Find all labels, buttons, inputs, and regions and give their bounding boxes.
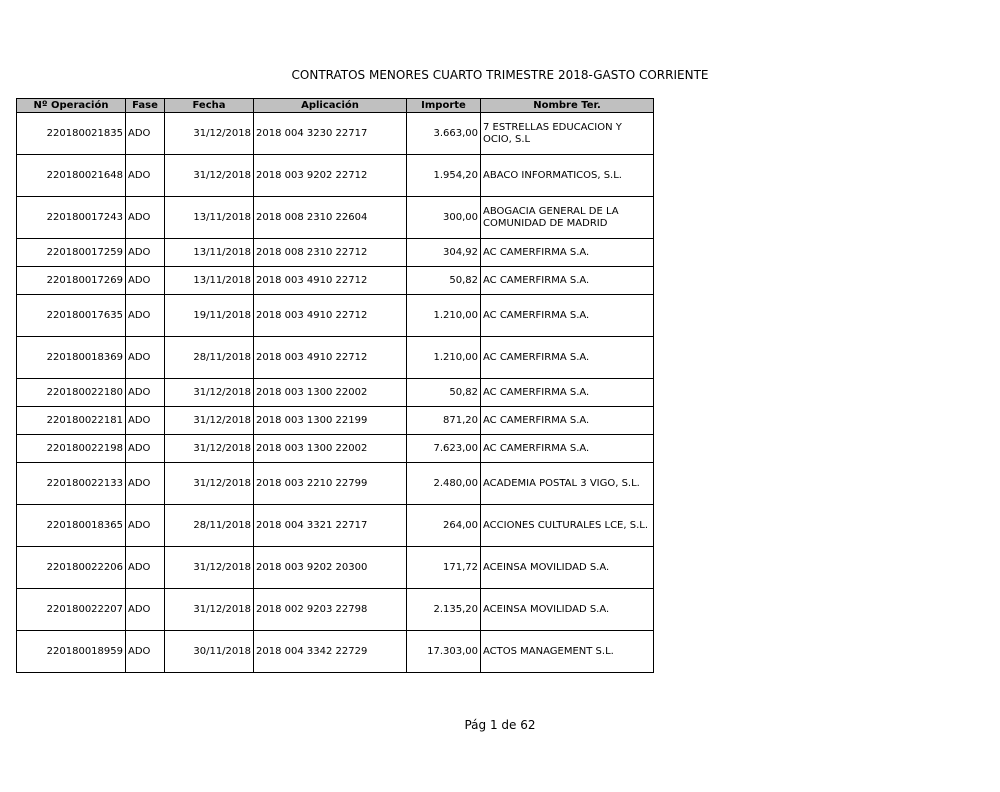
cell-nombre: ACEINSA MOVILIDAD S.A. — [481, 547, 654, 589]
table-row — [17, 197, 654, 239]
cell-nombre: ABOGACIA GENERAL DE LA COMUNIDAD DE MADRID — [481, 197, 654, 239]
cell-fase: ADO — [126, 295, 165, 337]
cell-importe: 7.623,00 — [407, 435, 481, 463]
column-header-aplicacion: Aplicación — [254, 99, 407, 113]
cell-nombre: ACTOS MANAGEMENT S.L. — [481, 631, 654, 673]
cell-nombre: AC CAMERFIRMA S.A. — [481, 239, 654, 267]
cell-aplicacion: 2018 003 2210 22799 — [254, 463, 407, 505]
table-header-row — [17, 99, 654, 113]
cell-fecha: 31/12/2018 — [165, 463, 254, 505]
cell-aplicacion: 2018 004 3230 22717 — [254, 113, 407, 155]
cell-fase: ADO — [126, 435, 165, 463]
table-row — [17, 239, 654, 267]
cell-operacion: 220180017243 — [17, 197, 126, 239]
cell-fecha: 13/11/2018 — [165, 197, 254, 239]
column-header-operacion: Nº Operación — [17, 99, 126, 113]
cell-fase: ADO — [126, 379, 165, 407]
cell-importe: 17.303,00 — [407, 631, 481, 673]
column-header-importe: Importe — [407, 99, 481, 113]
table-row — [17, 155, 654, 197]
cell-aplicacion: 2018 003 9202 22712 — [254, 155, 407, 197]
cell-aplicacion: 2018 003 9202 20300 — [254, 547, 407, 589]
cell-operacion: 220180017635 — [17, 295, 126, 337]
cell-importe: 871,20 — [407, 407, 481, 435]
table-row — [17, 435, 654, 463]
table-row — [17, 295, 654, 337]
cell-importe: 304,92 — [407, 239, 481, 267]
cell-importe: 264,00 — [407, 505, 481, 547]
table-row — [17, 337, 654, 379]
cell-fecha: 31/12/2018 — [165, 113, 254, 155]
cell-nombre: ABACO INFORMATICOS, S.L. — [481, 155, 654, 197]
cell-fecha: 31/12/2018 — [165, 155, 254, 197]
cell-fase: ADO — [126, 197, 165, 239]
cell-aplicacion: 2018 003 1300 22002 — [254, 379, 407, 407]
cell-importe: 300,00 — [407, 197, 481, 239]
cell-fecha: 31/12/2018 — [165, 589, 254, 631]
cell-nombre: ACADEMIA POSTAL 3 VIGO, S.L. — [481, 463, 654, 505]
cell-nombre: AC CAMERFIRMA S.A. — [481, 379, 654, 407]
cell-fecha: 13/11/2018 — [165, 267, 254, 295]
cell-nombre: AC CAMERFIRMA S.A. — [481, 267, 654, 295]
cell-operacion: 220180022181 — [17, 407, 126, 435]
cell-fecha: 28/11/2018 — [165, 337, 254, 379]
table-row — [17, 463, 654, 505]
page-title: CONTRATOS MENORES CUARTO TRIMESTRE 2018-GASTO CORRIENTE — [291, 68, 709, 82]
column-header-nombre: Nombre Ter. — [481, 99, 654, 113]
cell-importe: 1.210,00 — [407, 337, 481, 379]
table-row — [17, 589, 654, 631]
cell-operacion: 220180021648 — [17, 155, 126, 197]
cell-operacion: 220180018365 — [17, 505, 126, 547]
cell-fecha: 31/12/2018 — [165, 379, 254, 407]
cell-fase: ADO — [126, 113, 165, 155]
cell-fase: ADO — [126, 505, 165, 547]
cell-importe: 2.135,20 — [407, 589, 481, 631]
cell-aplicacion: 2018 008 2310 22712 — [254, 239, 407, 267]
cell-nombre: 7 ESTRELLAS EDUCACION Y OCIO, S.L — [481, 113, 654, 155]
cell-fase: ADO — [126, 547, 165, 589]
cell-nombre: AC CAMERFIRMA S.A. — [481, 337, 654, 379]
cell-importe: 50,82 — [407, 267, 481, 295]
cell-fase: ADO — [126, 589, 165, 631]
cell-fase: ADO — [126, 407, 165, 435]
cell-operacion: 220180018369 — [17, 337, 126, 379]
cell-operacion: 220180022206 — [17, 547, 126, 589]
cell-importe: 50,82 — [407, 379, 481, 407]
cell-importe: 3.663,00 — [407, 113, 481, 155]
cell-fecha: 13/11/2018 — [165, 239, 254, 267]
cell-fase: ADO — [126, 463, 165, 505]
contracts-table — [16, 98, 654, 673]
column-header-fase: Fase — [126, 99, 165, 113]
table-row — [17, 547, 654, 589]
cell-fecha: 31/12/2018 — [165, 547, 254, 589]
cell-operacion: 220180022133 — [17, 463, 126, 505]
cell-importe: 171,72 — [407, 547, 481, 589]
table-row — [17, 267, 654, 295]
cell-fecha: 28/11/2018 — [165, 505, 254, 547]
cell-operacion: 220180022198 — [17, 435, 126, 463]
cell-operacion: 220180021835 — [17, 113, 126, 155]
cell-nombre: AC CAMERFIRMA S.A. — [481, 435, 654, 463]
page-number: Pág 1 de 62 — [464, 718, 536, 732]
table-row — [17, 505, 654, 547]
cell-aplicacion: 2018 002 9203 22798 — [254, 589, 407, 631]
cell-nombre: ACCIONES CULTURALES LCE, S.L. — [481, 505, 654, 547]
table-row — [17, 113, 654, 155]
cell-fecha: 19/11/2018 — [165, 295, 254, 337]
cell-fecha: 31/12/2018 — [165, 435, 254, 463]
cell-aplicacion: 2018 003 4910 22712 — [254, 267, 407, 295]
cell-nombre: AC CAMERFIRMA S.A. — [481, 295, 654, 337]
cell-aplicacion: 2018 003 4910 22712 — [254, 295, 407, 337]
column-header-fecha: Fecha — [165, 99, 254, 113]
cell-aplicacion: 2018 003 4910 22712 — [254, 337, 407, 379]
cell-operacion: 220180018959 — [17, 631, 126, 673]
cell-aplicacion: 2018 004 3342 22729 — [254, 631, 407, 673]
cell-nombre: ACEINSA MOVILIDAD S.A. — [481, 589, 654, 631]
cell-importe: 1.954,20 — [407, 155, 481, 197]
table-row — [17, 631, 654, 673]
cell-operacion: 220180017269 — [17, 267, 126, 295]
cell-fase: ADO — [126, 239, 165, 267]
cell-operacion: 220180022207 — [17, 589, 126, 631]
cell-nombre: AC CAMERFIRMA S.A. — [481, 407, 654, 435]
cell-aplicacion: 2018 003 1300 22002 — [254, 435, 407, 463]
cell-importe: 1.210,00 — [407, 295, 481, 337]
cell-fase: ADO — [126, 631, 165, 673]
cell-fase: ADO — [126, 155, 165, 197]
cell-aplicacion: 2018 008 2310 22604 — [254, 197, 407, 239]
table-row — [17, 379, 654, 407]
cell-importe: 2.480,00 — [407, 463, 481, 505]
cell-operacion: 220180017259 — [17, 239, 126, 267]
cell-fase: ADO — [126, 267, 165, 295]
cell-aplicacion: 2018 004 3321 22717 — [254, 505, 407, 547]
cell-fecha: 30/11/2018 — [165, 631, 254, 673]
table-row — [17, 407, 654, 435]
cell-aplicacion: 2018 003 1300 22199 — [254, 407, 407, 435]
cell-fecha: 31/12/2018 — [165, 407, 254, 435]
cell-operacion: 220180022180 — [17, 379, 126, 407]
cell-fase: ADO — [126, 337, 165, 379]
